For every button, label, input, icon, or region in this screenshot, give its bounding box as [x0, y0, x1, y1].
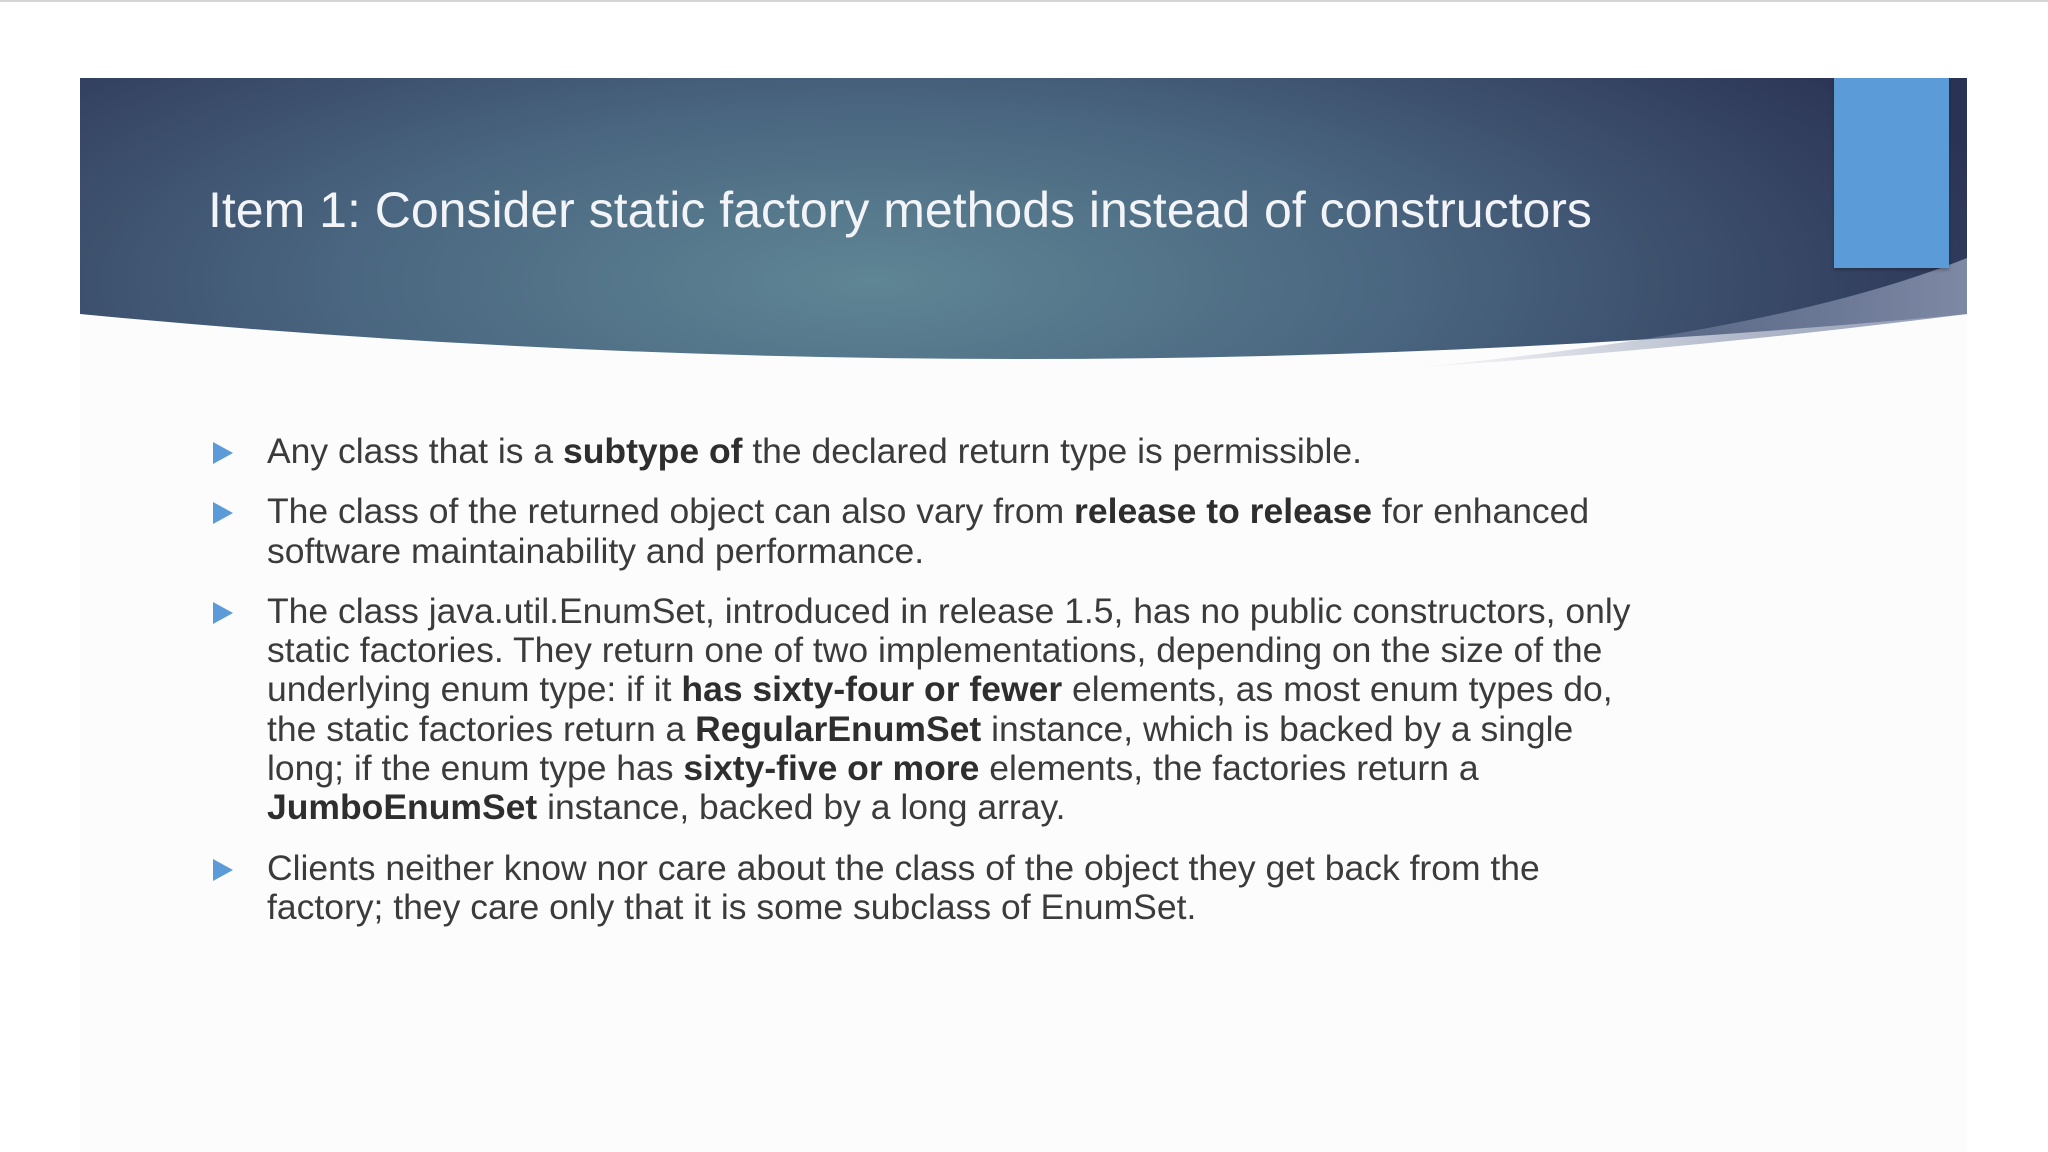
bullet-item: [208, 492, 1658, 571]
accent-tab: [1834, 78, 1949, 268]
bullet-text: elements, as most enum types do, the static factories return a: [267, 669, 1613, 749]
bullet-text-bold: RegularEnumSet: [695, 708, 982, 749]
bullet-text-bold: JumboEnumSet: [267, 787, 538, 828]
bullet-text: elements, the factories return a: [979, 748, 1479, 789]
bullet-text: instance, which is backed by a single long; if the enum type has: [267, 708, 1574, 789]
triangle-right-icon: [213, 859, 233, 881]
bullet-text-bold: release to release: [1074, 491, 1373, 532]
bullet-text: Clients neither know nor care about the class of the object they get back from the factory; they care only that it is some subclass of EnumSet.: [267, 847, 1540, 927]
bullet-text: instance, backed by a long array.: [537, 787, 1066, 828]
bullet-text-bold: sixty-five or more: [683, 748, 980, 789]
bullet-text: The class of the returned object can also vary from: [267, 491, 1075, 532]
triangle-right-icon: [213, 602, 233, 624]
bullet-text-bold: subtype of: [562, 431, 743, 471]
bullet-list: [208, 432, 1658, 948]
bullet-text: The class java.util.EnumSet, introduced in release 1.5, has no public constructors, only static factories. They return one of two implementations, depending on the size of the underlying enum type: if it: [267, 590, 1631, 710]
triangle-right-icon: [213, 442, 233, 464]
window-top-border: [0, 0, 2048, 2]
bullet-item: [208, 592, 1658, 828]
bullet-text: for enhanced software maintainability and performance.: [267, 491, 1590, 571]
bullet-text: Any class that is a: [267, 431, 563, 471]
slide-title: Item 1: Consider static factory methods instead of constructors: [208, 182, 1592, 238]
bullet-item: [208, 849, 1658, 928]
triangle-right-icon: [213, 502, 233, 524]
bullet-text: the declared return type is permissible.: [742, 431, 1363, 471]
bullet-item: [208, 432, 1658, 471]
bullet-text-bold: has sixty-four or fewer: [681, 669, 1063, 710]
